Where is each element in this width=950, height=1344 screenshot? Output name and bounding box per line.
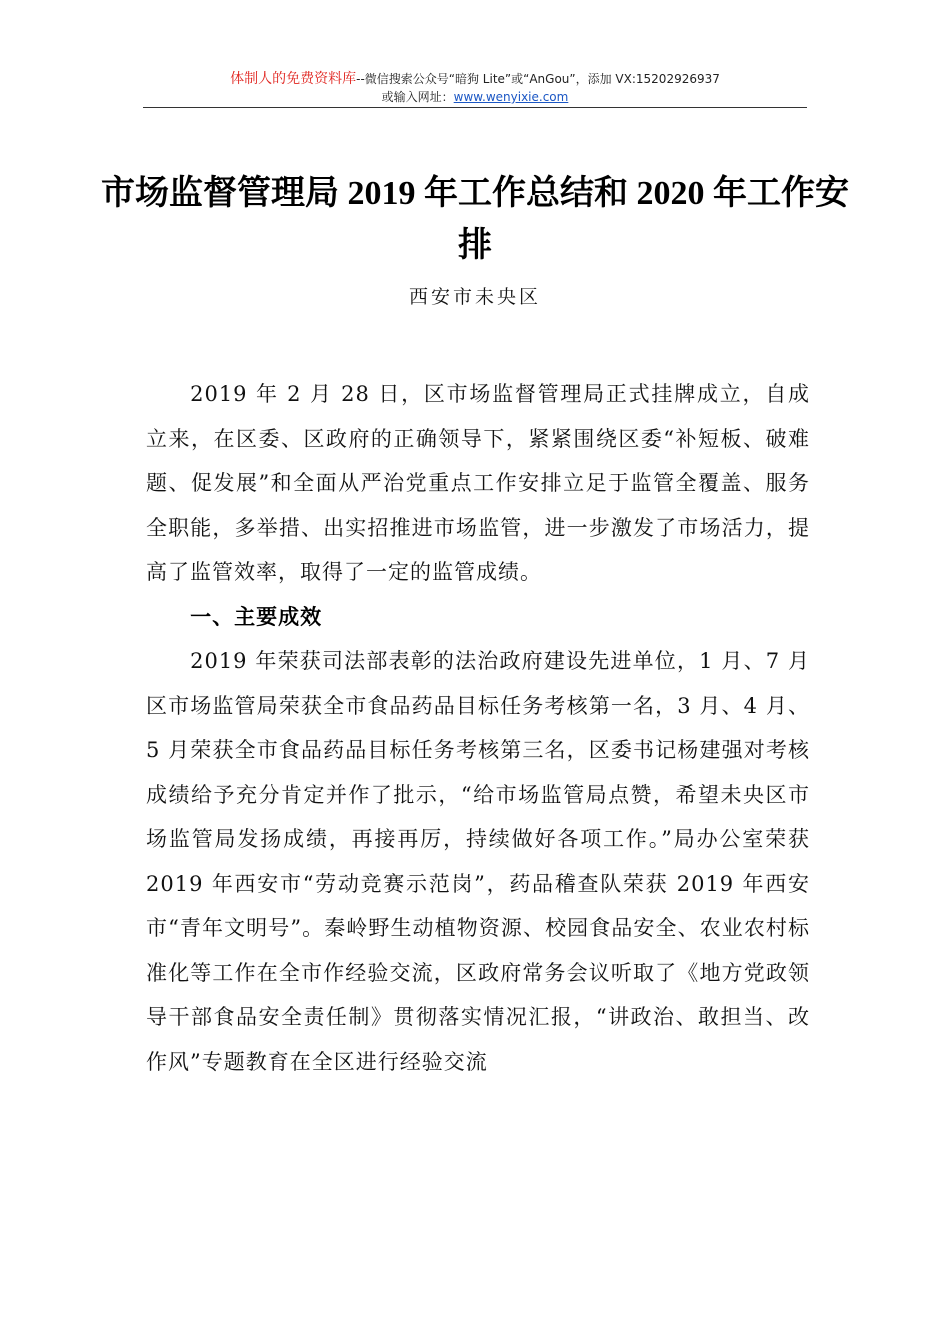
document-author: 西安市未央区 [408, 286, 541, 308]
header-tagline: --微信搜索公众号“暗狗 Lite”或“AnGou”，添加 VX:15202926937 [356, 72, 720, 86]
header-line-2 [143, 88, 807, 106]
section-heading: 一、主要成效 [190, 604, 323, 629]
document-body [146, 372, 810, 1084]
intro-paragraph: 2019 年 2 月 28 日，区市场监督管理局正式挂牌成立，自成立来，在区委、区政府的正确领导下，紧紧围绕区委“补短板、破难题、促发展”和全面从严治党重点工作安排立足于监管全覆盖、服务全职能，多举措、出实招推进市场监管，进一步激发了市场活力，提高了监管效率，取得了一定的监管成绩。 [146, 382, 810, 584]
url-prefix: 或输入网址： [381, 90, 454, 104]
header-line-1 [143, 70, 807, 88]
page-header [143, 70, 807, 106]
document-title: 市场监督管理局 2019 年工作总结和 2020 年工作安排 [101, 175, 849, 264]
section-paragraph: 2019 年荣获司法部表彰的法治政府建设先进单位，1 月、7 月区市场监管局荣获全市食品药品目标任务考核第一名，3 月、4 月、5 月荣获全市食品药品目标任务考核第三名，区委书记杨建强对考核成绩给予充分肯定并作了批示，“给市场监管局点赞，希望未央区市场监管局发扬成绩，再接再厉，持续做好各项工作。”局办公室荣获 2019 年西安市“劳动竞赛示范岗”，药品稽查队荣获 2019 年西安市“青年文明号”。秦岭野生动植物资源、校园食品安全、农业农村标准化等工作在全市作经验交流，区政府常务会议听取了《地方党政领导干部食品安全责任制》贯彻落实情况汇报，“讲政治、敢担当、改作风”专题教育在全区进行经验交流 [146, 649, 810, 1074]
website-link[interactable]: www.wenyixie.com [453, 90, 569, 104]
header-divider [143, 107, 807, 108]
brand-name: 体制人的免费资料库 [230, 71, 357, 87]
